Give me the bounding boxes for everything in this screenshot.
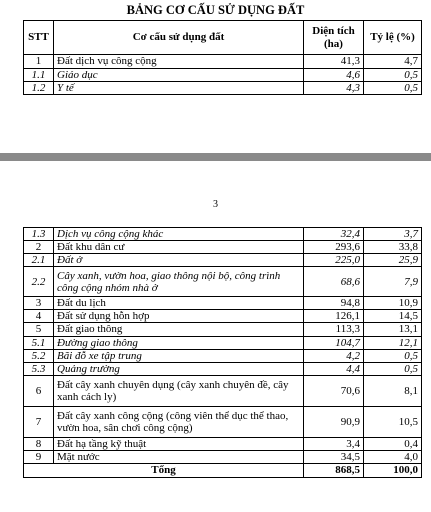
row-stt: 6 (24, 375, 54, 406)
table-row (24, 362, 422, 375)
row-name: Đất dịch vụ công cộng (54, 55, 304, 69)
header-area: Diện tích (ha) (304, 21, 364, 55)
table-row (24, 297, 422, 310)
table-row (24, 310, 422, 323)
row-name: Bãi đỗ xe tập trung (54, 349, 304, 362)
row-ratio: 0,5 (364, 69, 422, 82)
row-area: 4,3 (304, 82, 364, 95)
row-ratio: 25,9 (364, 254, 422, 267)
row-name: Mặt nước (54, 450, 304, 463)
row-stt: 3 (24, 297, 54, 310)
row-ratio: 0,5 (364, 82, 422, 95)
row-ratio: 0,5 (364, 362, 422, 375)
table-body-bottom (24, 228, 422, 464)
row-ratio: 0,4 (364, 437, 422, 450)
row-ratio: 3,7 (364, 228, 422, 241)
table-row (24, 437, 422, 450)
row-stt: 1.3 (24, 228, 54, 241)
header-ratio: Tỷ lệ (%) (364, 21, 422, 55)
row-ratio: 13,1 (364, 323, 422, 336)
row-ratio: 10,9 (364, 297, 422, 310)
table-row (24, 375, 422, 406)
row-area: 32,4 (304, 228, 364, 241)
row-area: 34,5 (304, 450, 364, 463)
table-row (24, 228, 422, 241)
row-name: Đất sử dụng hỗn hợp (54, 310, 304, 323)
row-area: 70,6 (304, 375, 364, 406)
row-area: 4,6 (304, 69, 364, 82)
row-stt: 1.2 (24, 82, 54, 95)
row-name: Quảng trường (54, 362, 304, 375)
row-stt: 1 (24, 55, 54, 69)
total-area: 868,5 (304, 464, 364, 478)
row-area: 68,6 (304, 267, 364, 297)
row-ratio: 7,9 (364, 267, 422, 297)
total-row (24, 464, 422, 478)
row-name: Đất cây xanh công cộng (công viên thể dục thể thao, vườn hoa, sân chơi công cộng) (54, 406, 304, 437)
row-area: 41,3 (304, 55, 364, 69)
page-number: 3 (213, 199, 218, 210)
row-area: 225,0 (304, 254, 364, 267)
table-row (24, 82, 422, 95)
row-area: 113,3 (304, 323, 364, 336)
table-row (24, 349, 422, 362)
row-ratio: 8,1 (364, 375, 422, 406)
row-stt: 7 (24, 406, 54, 437)
row-ratio: 0,5 (364, 349, 422, 362)
row-name: Cây xanh, vườn hoa, giao thông nội bộ, công trình công cộng nhóm nhà ở (54, 267, 304, 297)
table-row (24, 241, 422, 254)
row-stt: 4 (24, 310, 54, 323)
page-separator (0, 153, 431, 161)
table-row (24, 450, 422, 463)
header-stt: STT (24, 21, 54, 55)
table-title: BẢNG CƠ CẤU SỬ DỤNG ĐẤT (126, 3, 305, 17)
row-name: Giáo dục (54, 69, 304, 82)
row-area: 104,7 (304, 336, 364, 349)
row-ratio: 14,5 (364, 310, 422, 323)
row-stt: 2.1 (24, 254, 54, 267)
row-ratio: 33,8 (364, 241, 422, 254)
table-row (24, 55, 422, 69)
row-area: 126,1 (304, 310, 364, 323)
row-area: 94,8 (304, 297, 364, 310)
row-name: Đất giao thông (54, 323, 304, 336)
row-stt: 2.2 (24, 267, 54, 297)
table-row (24, 267, 422, 297)
row-area: 90,9 (304, 406, 364, 437)
row-name: Đất du lịch (54, 297, 304, 310)
land-use-table-part-1 (23, 20, 422, 95)
table-row (24, 323, 422, 336)
row-name: Đất ở (54, 254, 304, 267)
row-area: 4,4 (304, 362, 364, 375)
land-use-table-part-2 (23, 227, 422, 478)
header-category: Cơ cấu sử dụng đất (54, 21, 304, 55)
row-name: Đường giao thông (54, 336, 304, 349)
row-ratio: 4,0 (364, 450, 422, 463)
row-name: Đất khu dân cư (54, 241, 304, 254)
row-area: 293,6 (304, 241, 364, 254)
row-stt: 5 (24, 323, 54, 336)
row-stt: 5.1 (24, 336, 54, 349)
total-ratio: 100,0 (364, 464, 422, 478)
table-row (24, 254, 422, 267)
table-row (24, 406, 422, 437)
row-name: Đất hạ tầng kỹ thuật (54, 437, 304, 450)
row-area: 3,4 (304, 437, 364, 450)
row-stt: 5.3 (24, 362, 54, 375)
table-body-top (24, 55, 422, 95)
table-row (24, 69, 422, 82)
row-stt: 8 (24, 437, 54, 450)
header-row (24, 21, 422, 55)
row-area: 4,2 (304, 349, 364, 362)
row-stt: 1.1 (24, 69, 54, 82)
table-row (24, 336, 422, 349)
total-label: Tổng (24, 464, 304, 478)
row-ratio: 10,5 (364, 406, 422, 437)
row-name: Y tế (54, 82, 304, 95)
row-ratio: 4,7 (364, 55, 422, 69)
row-ratio: 12,1 (364, 336, 422, 349)
row-name: Dịch vụ công cộng khác (54, 228, 304, 241)
row-stt: 9 (24, 450, 54, 463)
row-stt: 2 (24, 241, 54, 254)
row-stt: 5.2 (24, 349, 54, 362)
row-name: Đất cây xanh chuyên dụng (cây xanh chuyên đề, cây xanh cách ly) (54, 375, 304, 406)
